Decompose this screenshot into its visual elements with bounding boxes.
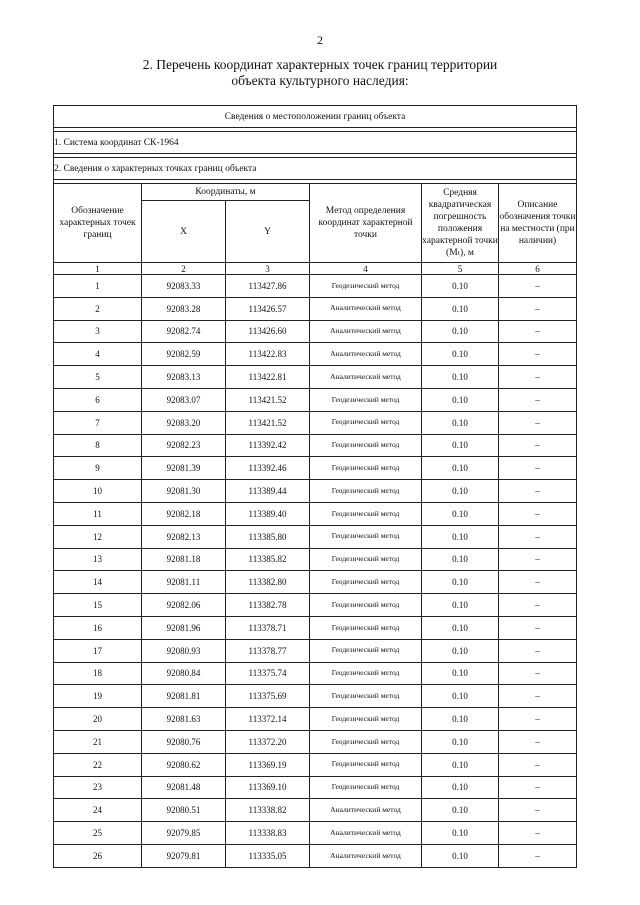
coord-y-cell: 113375.69 [226,685,310,708]
method-cell: Геодезический метод [310,730,422,753]
coord-x-cell: 92079.85 [142,822,226,845]
column-number: 6 [499,263,577,275]
description-cell: – [499,776,577,799]
coord-y-cell: 113372.20 [226,730,310,753]
coord-y-cell: 113338.83 [226,822,310,845]
point-number-cell: 7 [54,411,142,434]
table-row [54,799,577,822]
coord-x-cell: 92080.62 [142,753,226,776]
table-row [54,480,577,503]
coord-y-cell: 113426.60 [226,320,310,343]
coord-y-cell: 113338.82 [226,799,310,822]
accuracy-cell: 0.10 [422,457,499,480]
table-row [54,662,577,685]
coord-x-cell: 92082.13 [142,525,226,548]
description-cell: – [499,388,577,411]
accuracy-cell: 0.10 [422,411,499,434]
method-cell: Геодезический метод [310,548,422,571]
accuracy-cell: 0.10 [422,366,499,389]
point-number-cell: 17 [54,639,142,662]
accuracy-cell: 0.10 [422,776,499,799]
coord-y-cell: 113427.86 [226,275,310,298]
description-cell: – [499,730,577,753]
accuracy-cell: 0.10 [422,320,499,343]
coord-x-cell: 92082.23 [142,434,226,457]
coord-y-cell: 113389.44 [226,480,310,503]
table-row [54,388,577,411]
table-row [54,708,577,731]
coord-y-cell: 113392.46 [226,457,310,480]
coord-x-cell: 92083.07 [142,388,226,411]
method-cell: Геодезический метод [310,594,422,617]
coord-x-cell: 92083.20 [142,411,226,434]
table-row [54,297,577,320]
method-cell: Геодезический метод [310,411,422,434]
coord-y-cell: 113422.83 [226,343,310,366]
method-cell: Геодезический метод [310,662,422,685]
description-cell: – [499,822,577,845]
coord-y-cell: 113335.05 [226,844,310,867]
table-row [54,730,577,753]
header-point: Обозначение характерных точек границ [54,184,142,263]
coord-x-cell: 92080.93 [142,639,226,662]
description-cell: – [499,480,577,503]
title-line-2: объекта культурного наследия: [231,73,409,88]
accuracy-cell: 0.10 [422,799,499,822]
description-cell: – [499,662,577,685]
table-row [54,616,577,639]
point-number-cell: 11 [54,502,142,525]
accuracy-cell: 0.10 [422,275,499,298]
description-cell: – [499,320,577,343]
description-cell: – [499,639,577,662]
accuracy-cell: 0.10 [422,480,499,503]
method-cell: Геодезический метод [310,480,422,503]
coord-y-cell: 113422.81 [226,366,310,389]
table-row [54,571,577,594]
coord-y-cell: 113378.71 [226,616,310,639]
column-number: 3 [226,263,310,275]
description-cell: – [499,708,577,731]
coord-y-cell: 113369.19 [226,753,310,776]
coord-x-cell: 92082.18 [142,502,226,525]
method-cell: Аналитический метод [310,822,422,845]
accuracy-cell: 0.10 [422,708,499,731]
coord-x-cell: 92081.39 [142,457,226,480]
point-number-cell: 6 [54,388,142,411]
coord-y-cell: 113426.57 [226,297,310,320]
column-number: 1 [54,263,142,275]
column-number: 2 [142,263,226,275]
description-cell: – [499,411,577,434]
method-cell: Аналитический метод [310,366,422,389]
coord-x-cell: 92081.11 [142,571,226,594]
description-cell: – [499,753,577,776]
coord-x-cell: 92081.18 [142,548,226,571]
description-cell: – [499,297,577,320]
coord-y-cell: 113392.42 [226,434,310,457]
header-description: Описание обозначения точки на местности (при наличии) [499,184,577,263]
description-cell: – [499,366,577,389]
coord-system: 1. Система координат СК-1964 [54,132,577,154]
accuracy-cell: 0.10 [422,639,499,662]
description-cell: – [499,343,577,366]
coord-y-cell: 113382.80 [226,571,310,594]
coord-x-cell: 92083.33 [142,275,226,298]
method-cell: Геодезический метод [310,502,422,525]
method-cell: Геодезический метод [310,639,422,662]
point-number-cell: 18 [54,662,142,685]
description-cell: – [499,844,577,867]
coord-x-cell: 92080.76 [142,730,226,753]
point-number-cell: 5 [54,366,142,389]
point-number-cell: 20 [54,708,142,731]
point-number-cell: 2 [54,297,142,320]
section-title: Сведения о местоположении границ объекта [54,106,577,128]
point-number-cell: 10 [54,480,142,503]
point-number-cell: 22 [54,753,142,776]
table-row [54,366,577,389]
points-heading: 2. Сведения о характерных точках границ объекта [54,158,577,180]
coord-y-cell: 113382.78 [226,594,310,617]
table-row [54,776,577,799]
header-coordinates: Координаты, м [142,184,310,201]
description-cell: – [499,685,577,708]
coord-x-cell: 92081.96 [142,616,226,639]
description-cell: – [499,275,577,298]
header-y: Y [226,201,310,263]
method-cell: Геодезический метод [310,753,422,776]
table-row [54,753,577,776]
table-row [54,525,577,548]
point-number-cell: 19 [54,685,142,708]
column-number: 5 [422,263,499,275]
method-cell: Геодезический метод [310,434,422,457]
accuracy-cell: 0.10 [422,685,499,708]
point-number-cell: 3 [54,320,142,343]
accuracy-cell: 0.10 [422,571,499,594]
accuracy-cell: 0.10 [422,502,499,525]
point-number-cell: 25 [54,822,142,845]
coord-y-cell: 113421.52 [226,411,310,434]
accuracy-cell: 0.10 [422,730,499,753]
title-line-1: 2. Перечень координат характерных точек границ территории [142,57,498,72]
coord-y-cell: 113378.77 [226,639,310,662]
description-cell: – [499,594,577,617]
table-row [54,639,577,662]
accuracy-cell: 0.10 [422,594,499,617]
method-cell: Аналитический метод [310,297,422,320]
boundary-coordinates-table [53,105,577,868]
method-cell: Аналитический метод [310,343,422,366]
description-cell: – [499,502,577,525]
coord-x-cell: 92080.51 [142,799,226,822]
coord-x-cell: 92082.59 [142,343,226,366]
point-number-cell: 15 [54,594,142,617]
description-cell: – [499,799,577,822]
point-number-cell: 26 [54,844,142,867]
table-row [54,275,577,298]
table-row [54,411,577,434]
method-cell: Геодезический метод [310,275,422,298]
coord-y-cell: 113389.40 [226,502,310,525]
coord-x-cell: 92083.28 [142,297,226,320]
table-row [54,434,577,457]
accuracy-cell: 0.10 [422,434,499,457]
point-number-cell: 16 [54,616,142,639]
point-number-cell: 1 [54,275,142,298]
coord-x-cell: 92081.63 [142,708,226,731]
table-row [54,320,577,343]
page-number: 2 [317,33,323,47]
method-cell: Геодезический метод [310,776,422,799]
table-row [54,594,577,617]
coord-y-cell: 113375.74 [226,662,310,685]
description-cell: – [499,434,577,457]
method-cell: Аналитический метод [310,320,422,343]
point-number-cell: 8 [54,434,142,457]
method-cell: Геодезический метод [310,457,422,480]
point-number-cell: 23 [54,776,142,799]
description-cell: – [499,548,577,571]
method-cell: Аналитический метод [310,799,422,822]
point-number-cell: 13 [54,548,142,571]
table-row [54,343,577,366]
coord-y-cell: 113372.14 [226,708,310,731]
description-cell: – [499,525,577,548]
accuracy-cell: 0.10 [422,388,499,411]
method-cell: Геодезический метод [310,685,422,708]
coord-x-cell: 92081.48 [142,776,226,799]
point-number-cell: 4 [54,343,142,366]
accuracy-cell: 0.10 [422,616,499,639]
method-cell: Геодезический метод [310,388,422,411]
document-title [90,57,550,89]
header-x: X [142,201,226,263]
accuracy-cell: 0.10 [422,297,499,320]
accuracy-cell: 0.10 [422,525,499,548]
description-cell: – [499,457,577,480]
method-cell: Геодезический метод [310,616,422,639]
method-cell: Геодезический метод [310,571,422,594]
point-number-cell: 14 [54,571,142,594]
point-number-cell: 9 [54,457,142,480]
table-row [54,548,577,571]
point-number-cell: 24 [54,799,142,822]
coord-y-cell: 113385.82 [226,548,310,571]
accuracy-cell: 0.10 [422,662,499,685]
coord-x-cell: 92082.74 [142,320,226,343]
accuracy-cell: 0.10 [422,844,499,867]
table-row [54,457,577,480]
header-accuracy: Средняя квадратическая погрешность положения характерной точки (Mₜ), м [422,184,499,263]
accuracy-cell: 0.10 [422,822,499,845]
point-number-cell: 12 [54,525,142,548]
table-row [54,685,577,708]
coord-x-cell: 92079.81 [142,844,226,867]
method-cell: Геодезический метод [310,708,422,731]
description-cell: – [499,571,577,594]
coord-y-cell: 113369.10 [226,776,310,799]
coord-x-cell: 92081.30 [142,480,226,503]
table-row [54,844,577,867]
table-row [54,822,577,845]
accuracy-cell: 0.10 [422,548,499,571]
description-cell: – [499,616,577,639]
method-cell: Аналитический метод [310,844,422,867]
coord-x-cell: 92082.06 [142,594,226,617]
method-cell: Геодезический метод [310,525,422,548]
table-row [54,502,577,525]
point-number-cell: 21 [54,730,142,753]
coord-y-cell: 113385.80 [226,525,310,548]
header-method: Метод определения координат характерной точки [310,184,422,263]
coord-y-cell: 113421.52 [226,388,310,411]
coord-x-cell: 92081.81 [142,685,226,708]
column-number: 4 [310,263,422,275]
accuracy-cell: 0.10 [422,343,499,366]
coord-x-cell: 92083.13 [142,366,226,389]
accuracy-cell: 0.10 [422,753,499,776]
coord-x-cell: 92080.84 [142,662,226,685]
